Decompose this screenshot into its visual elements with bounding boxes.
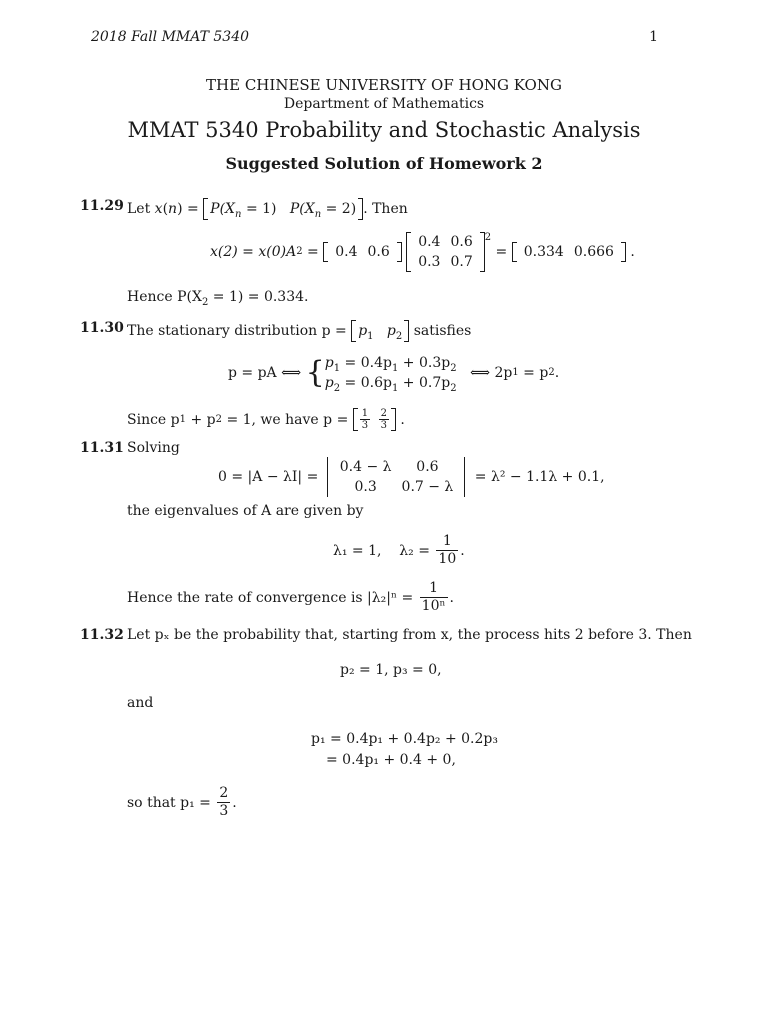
document-subtitle: Suggested Solution of Homework 2 [225, 154, 543, 173]
problem-11-32-answer: so that p₁ = $\frac{2}{3}$ . [127, 785, 237, 819]
problem-number: 11.31 [80, 440, 124, 456]
problem-11-32-eq-line2: = 0.4p₁ + 0.4 + 0, [326, 752, 456, 768]
problem-11-29-conclusion: Hence $P(X_2 = 1) = 0.334$. [127, 289, 309, 308]
problem-11-32-boundary: p₂ = 1, p₃ = 0, [340, 662, 442, 678]
problem-11-32-intro: Let pₓ be the probability that, starting from x, the process hits 2 before 3. Then [127, 627, 692, 643]
course-title: MMAT 5340 Probability and Stochastic Analysis [127, 118, 641, 142]
page-number: 1 [649, 29, 658, 45]
problem-11-31-intro: Solving [127, 440, 180, 456]
problem-11-31-eig-text: the eigenvalues of A are given by [127, 503, 364, 519]
problem-11-30-intro: The stationary distribution $p = p_1$ $p_2$ satisfies [127, 320, 471, 342]
problem-11-31-eigenvalues: λ₁ = 1, λ₂ = $\frac{1}{10}$ . [333, 533, 465, 567]
university-name: THE CHINESE UNIVERSITY OF HONG KONG [206, 76, 562, 94]
problem-11-29-intro: Let $x(n) = P(X_n = 1)$ $P(X_n = 2)$ . Then [127, 198, 408, 220]
problem-number: 11.30 [80, 320, 124, 336]
problem-number: 11.29 [80, 198, 124, 214]
problem-11-29-equation: x(2) = x(0)A 2 = 0.4 0.6 0.4 0.6 0.3 0.7 $^2$ = 0.334 0.666 . [210, 232, 635, 270]
problem-11-30-since: Since p 1 + p 2 = 1, we have p = $\frac{1}{3}$ $\frac{2}{3}$ . [127, 408, 405, 431]
problem-11-32-and: and [127, 695, 154, 711]
problem-11-30-system: p = pA ⟺ { $p_1 = 0.4p_1 + 0.3p_2$ $p_2 = 0.6p_1 + 0.7p_2$ ⟺ 2p 1 = p 2 . [228, 355, 560, 394]
department-name: Department of Mathematics [283, 96, 485, 112]
problem-11-31-determinant: 0 = |A − λI| = 0.4 − λ 0.6 0.3 0.7 − λ = λ² − 1.1λ + 0.1, [218, 459, 605, 495]
problem-11-32-eq-line1: p₁ = 0.4p₁ + 0.4p₂ + 0.2p₃ [311, 731, 498, 747]
problem-number: 11.32 [80, 627, 124, 643]
problem-11-31-rate: Hence the rate of convergence is |λ₂|ⁿ = $\frac{1}{\text{10ⁿ}}$ . [127, 580, 454, 614]
running-header: 2018 Fall MMAT 5340 [91, 29, 250, 45]
